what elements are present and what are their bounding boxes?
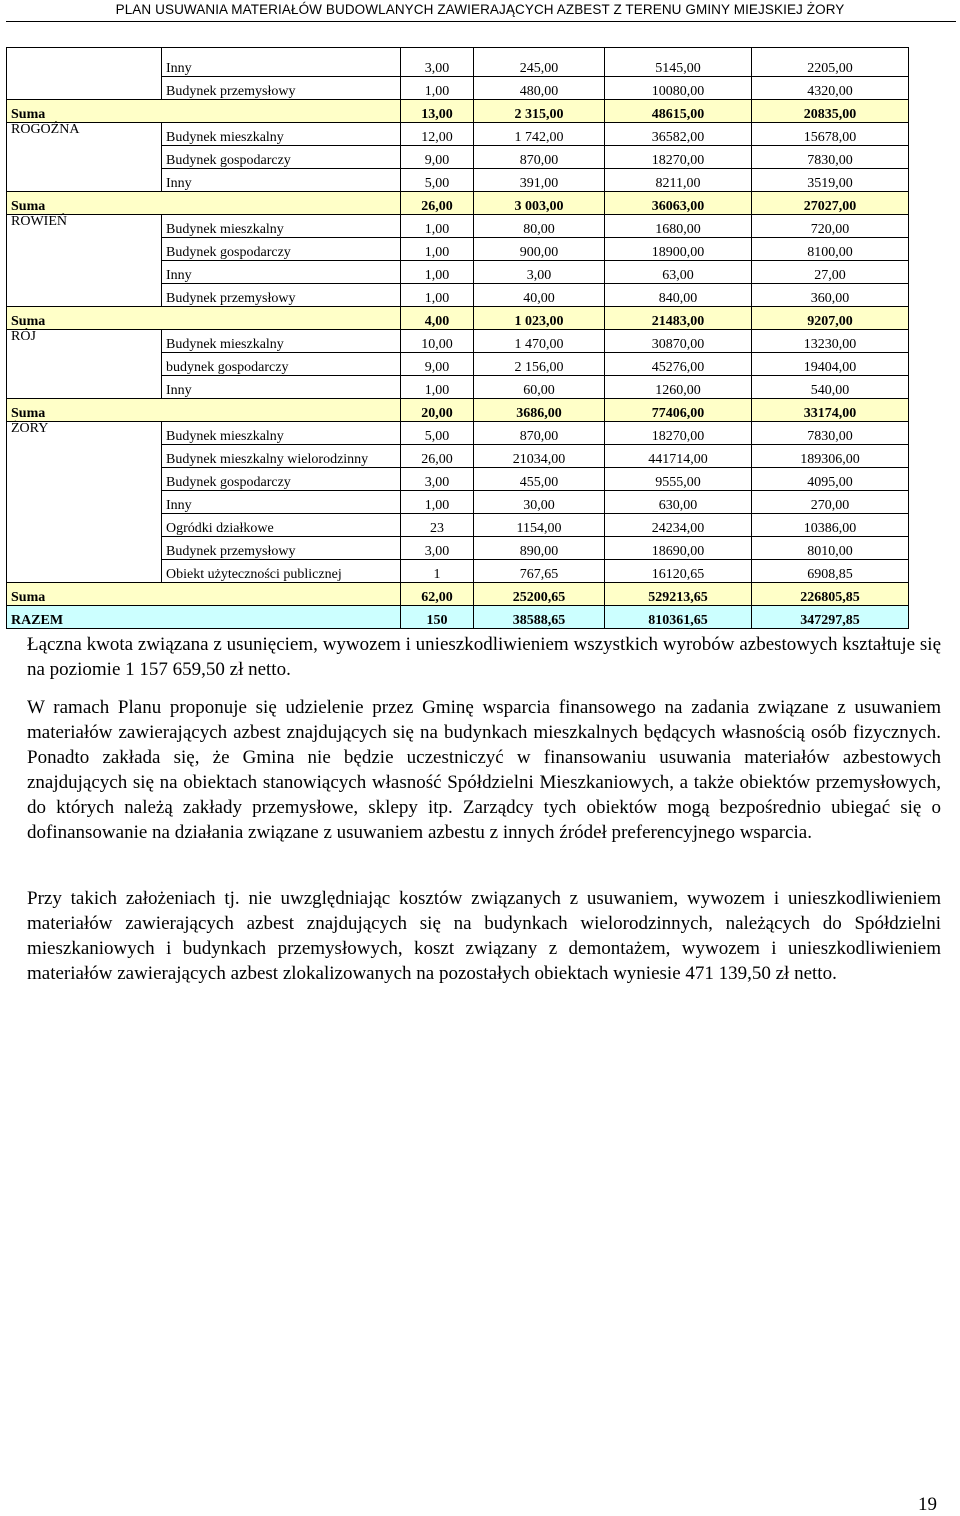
area-cell: 40,00 <box>474 284 605 307</box>
location-cell: Suma <box>7 399 162 422</box>
location-cell <box>7 77 162 100</box>
area-cell: 1 023,00 <box>474 307 605 330</box>
building-type-cell: Budynek gospodarczy <box>162 146 401 169</box>
location-cell <box>7 261 162 284</box>
location-cell <box>7 514 162 537</box>
sum-row <box>7 192 909 215</box>
paragraph-support <box>27 695 941 845</box>
count-cell: 3,00 <box>401 537 474 560</box>
area-cell: 890,00 <box>474 537 605 560</box>
sum-row <box>7 583 909 606</box>
location-cell <box>7 169 162 192</box>
table-row <box>7 422 909 445</box>
paragraph-text: W ramach Planu proponuje się udzielenie przez Gminę wsparcia finansowego na zadania związane z usuwaniem materiałów zawierających azbest znajdujących się na budynkach mieszkalnych będących własnością osób fizycznych. Ponadto zakłada się, że Gmina nie będzie uczestniczyć w finansowaniu usuwania materiałów azbestowych znajdujących się na obiektach stanowiących własność Spółdzielni Mieszkaniowych, a także obiektów przemysłowych, do których należą zakłady przemysłowe, sklepy itp. Zarządcy tych obiektów mogą bezpośrednio ubiegać się o dofinansowanie na działania związane z usuwaniem azbestu z innych źródeł preferencyjnego wsparcia. <box>27 697 941 843</box>
cost-cell: 810361,65 <box>605 606 752 629</box>
area-cell: 1 470,00 <box>474 330 605 353</box>
sum-row <box>7 307 909 330</box>
cost-cell: 8211,00 <box>605 169 752 192</box>
support-cell: 8100,00 <box>752 238 909 261</box>
cost-cell: 18900,00 <box>605 238 752 261</box>
sum-row <box>7 399 909 422</box>
support-cell: 7830,00 <box>752 422 909 445</box>
count-cell: 1,00 <box>401 284 474 307</box>
cost-cell: 529213,65 <box>605 583 752 606</box>
support-cell: 7830,00 <box>752 146 909 169</box>
support-cell: 189306,00 <box>752 445 909 468</box>
table-row <box>7 376 909 399</box>
area-cell: 870,00 <box>474 422 605 445</box>
location-cell <box>7 491 162 514</box>
table-row <box>7 514 909 537</box>
support-cell: 270,00 <box>752 491 909 514</box>
location-cell <box>7 353 162 376</box>
area-cell: 30,00 <box>474 491 605 514</box>
count-cell: 4,00 <box>401 307 474 330</box>
area-cell: 80,00 <box>474 215 605 238</box>
cost-cell: 18690,00 <box>605 537 752 560</box>
support-cell: 9207,00 <box>752 307 909 330</box>
location-cell <box>7 146 162 169</box>
building-type-cell: Budynek gospodarczy <box>162 468 401 491</box>
area-cell: 2 315,00 <box>474 100 605 123</box>
area-cell: 391,00 <box>474 169 605 192</box>
count-cell: 150 <box>401 606 474 629</box>
cost-cell: 36063,00 <box>605 192 752 215</box>
location-cell: Suma <box>7 583 162 606</box>
area-cell: 870,00 <box>474 146 605 169</box>
table-row <box>7 537 909 560</box>
support-cell: 6908,85 <box>752 560 909 583</box>
building-type-cell: budynek gospodarczy <box>162 353 401 376</box>
location-cell: Suma <box>7 307 162 330</box>
location-cell <box>7 445 162 468</box>
paragraph-assumptions <box>27 886 941 986</box>
area-cell: 38588,65 <box>474 606 605 629</box>
page-header-title: PLAN USUWANIA MATERIAŁÓW BUDOWLANYCH ZAWIERAJĄCYCH AZBEST Z TERENU GMINY MIEJSKIEJ ŻORY <box>115 2 845 17</box>
support-cell: 720,00 <box>752 215 909 238</box>
area-cell: 1154,00 <box>474 514 605 537</box>
table-row <box>7 77 909 100</box>
area-cell: 900,00 <box>474 238 605 261</box>
count-cell: 1,00 <box>401 376 474 399</box>
building-type-cell <box>162 307 401 330</box>
cost-cell: 24234,00 <box>605 514 752 537</box>
building-type-cell: Budynek mieszkalny <box>162 330 401 353</box>
count-cell: 26,00 <box>401 445 474 468</box>
table-row <box>7 330 909 353</box>
table-row <box>7 491 909 514</box>
building-type-cell: Budynek przemysłowy <box>162 284 401 307</box>
table-body <box>7 48 909 629</box>
location-cell <box>7 376 162 399</box>
area-cell: 3 003,00 <box>474 192 605 215</box>
table-row <box>7 353 909 376</box>
location-cell: Suma <box>7 192 162 215</box>
cost-cell: 840,00 <box>605 284 752 307</box>
location-cell: Suma <box>7 100 162 123</box>
table-row <box>7 169 909 192</box>
location-cell <box>7 48 162 77</box>
building-type-cell: Budynek mieszkalny wielorodzinny <box>162 445 401 468</box>
count-cell: 1 <box>401 560 474 583</box>
area-cell: 25200,65 <box>474 583 605 606</box>
location-cell <box>7 537 162 560</box>
building-type-cell: Inny <box>162 48 401 77</box>
table-row <box>7 215 909 238</box>
support-cell: 20835,00 <box>752 100 909 123</box>
building-type-cell: Budynek mieszkalny <box>162 422 401 445</box>
count-cell: 1,00 <box>401 215 474 238</box>
cost-cell: 5145,00 <box>605 48 752 77</box>
table-row <box>7 445 909 468</box>
cost-cell: 36582,00 <box>605 123 752 146</box>
count-cell: 5,00 <box>401 422 474 445</box>
count-cell: 13,00 <box>401 100 474 123</box>
location-cell <box>7 560 162 583</box>
location-cell: ROGOŹNA <box>7 123 162 146</box>
building-type-cell: Inny <box>162 261 401 284</box>
count-cell: 1,00 <box>401 491 474 514</box>
support-cell: 540,00 <box>752 376 909 399</box>
support-cell: 4095,00 <box>752 468 909 491</box>
count-cell: 26,00 <box>401 192 474 215</box>
support-cell: 10386,00 <box>752 514 909 537</box>
cost-cell: 21483,00 <box>605 307 752 330</box>
table-row <box>7 284 909 307</box>
count-cell: 9,00 <box>401 353 474 376</box>
area-cell: 767,65 <box>474 560 605 583</box>
cost-cell: 18270,00 <box>605 146 752 169</box>
location-cell: RAZEM <box>7 606 162 629</box>
count-cell: 62,00 <box>401 583 474 606</box>
support-cell: 2205,00 <box>752 48 909 77</box>
count-cell: 3,00 <box>401 48 474 77</box>
support-cell: 33174,00 <box>752 399 909 422</box>
paragraph-text: Łączna kwota związana z usunięciem, wywozem i unieszkodliwieniem wszystkich wyrobów azbestowych kształtuje się na poziomie 1 157 659,50 zł netto. <box>27 634 941 680</box>
table-row <box>7 146 909 169</box>
area-cell: 2 156,00 <box>474 353 605 376</box>
cost-cell: 63,00 <box>605 261 752 284</box>
building-type-cell: Inny <box>162 376 401 399</box>
count-cell: 1,00 <box>401 77 474 100</box>
building-type-cell <box>162 192 401 215</box>
cost-cell: 1680,00 <box>605 215 752 238</box>
table-row <box>7 468 909 491</box>
support-cell: 19404,00 <box>752 353 909 376</box>
support-cell: 27,00 <box>752 261 909 284</box>
location-cell: RÓJ <box>7 330 162 353</box>
area-cell: 21034,00 <box>474 445 605 468</box>
area-cell: 455,00 <box>474 468 605 491</box>
area-cell: 3686,00 <box>474 399 605 422</box>
cost-cell: 45276,00 <box>605 353 752 376</box>
count-cell: 5,00 <box>401 169 474 192</box>
table-row <box>7 261 909 284</box>
paragraph-total-cost <box>27 632 941 682</box>
support-cell: 3519,00 <box>752 169 909 192</box>
area-cell: 3,00 <box>474 261 605 284</box>
cost-cell: 630,00 <box>605 491 752 514</box>
building-type-cell <box>162 100 401 123</box>
table-row <box>7 48 909 77</box>
building-type-cell: Ogródki działkowe <box>162 514 401 537</box>
support-cell: 15678,00 <box>752 123 909 146</box>
location-cell <box>7 468 162 491</box>
support-cell: 13230,00 <box>752 330 909 353</box>
location-cell <box>7 284 162 307</box>
cost-cell: 16120,65 <box>605 560 752 583</box>
building-type-cell <box>162 583 401 606</box>
cost-cell: 1260,00 <box>605 376 752 399</box>
count-cell: 12,00 <box>401 123 474 146</box>
building-type-cell: Budynek mieszkalny <box>162 215 401 238</box>
area-cell: 245,00 <box>474 48 605 77</box>
sum-row <box>7 100 909 123</box>
cost-cell: 9555,00 <box>605 468 752 491</box>
support-cell: 4320,00 <box>752 77 909 100</box>
support-cell: 226805,85 <box>752 583 909 606</box>
building-type-cell: Obiekt użyteczności publicznej <box>162 560 401 583</box>
support-cell: 27027,00 <box>752 192 909 215</box>
table-row <box>7 123 909 146</box>
building-type-cell: Budynek gospodarczy <box>162 238 401 261</box>
building-type-cell: Budynek przemysłowy <box>162 77 401 100</box>
support-cell: 347297,85 <box>752 606 909 629</box>
building-type-cell: Inny <box>162 491 401 514</box>
count-cell: 23 <box>401 514 474 537</box>
building-type-cell: Inny <box>162 169 401 192</box>
location-cell: ROWIEŃ <box>7 215 162 238</box>
table-row <box>7 238 909 261</box>
cost-cell: 48615,00 <box>605 100 752 123</box>
count-cell: 1,00 <box>401 238 474 261</box>
location-cell: ŻORY <box>7 422 162 445</box>
cost-cell: 10080,00 <box>605 77 752 100</box>
header-rule <box>6 21 956 22</box>
cost-cell: 77406,00 <box>605 399 752 422</box>
paragraph-text: Przy takich założeniach tj. nie uwzględniając kosztów związanych z usuwaniem, wywozem i unieszkodliwieniem materiałów zawierających azbest znajdujących się na budynkach wielorodzinnych, należących do Spółdzielni mieszkaniowych i budynkach przemysłowych, koszt związany z demontażem, wywozem i unieszkodliwieniem materiałów zawierających azbest zlokalizowanych na pozostałych obiektach wyniesie 471 139,50 zł netto. <box>27 888 941 984</box>
building-type-cell: Budynek mieszkalny <box>162 123 401 146</box>
count-cell: 9,00 <box>401 146 474 169</box>
area-cell: 1 742,00 <box>474 123 605 146</box>
cost-cell: 18270,00 <box>605 422 752 445</box>
cost-cell: 441714,00 <box>605 445 752 468</box>
asbestos-cost-table <box>6 47 909 629</box>
count-cell: 10,00 <box>401 330 474 353</box>
cost-cell: 30870,00 <box>605 330 752 353</box>
count-cell: 3,00 <box>401 468 474 491</box>
building-type-cell <box>162 399 401 422</box>
count-cell: 20,00 <box>401 399 474 422</box>
building-type-cell: Budynek przemysłowy <box>162 537 401 560</box>
page-number: 19 <box>918 1494 937 1515</box>
count-cell: 1,00 <box>401 261 474 284</box>
area-cell: 480,00 <box>474 77 605 100</box>
total-row <box>7 606 909 629</box>
support-cell: 8010,00 <box>752 537 909 560</box>
table-row <box>7 560 909 583</box>
area-cell: 60,00 <box>474 376 605 399</box>
location-cell <box>7 238 162 261</box>
building-type-cell <box>162 606 401 629</box>
support-cell: 360,00 <box>752 284 909 307</box>
